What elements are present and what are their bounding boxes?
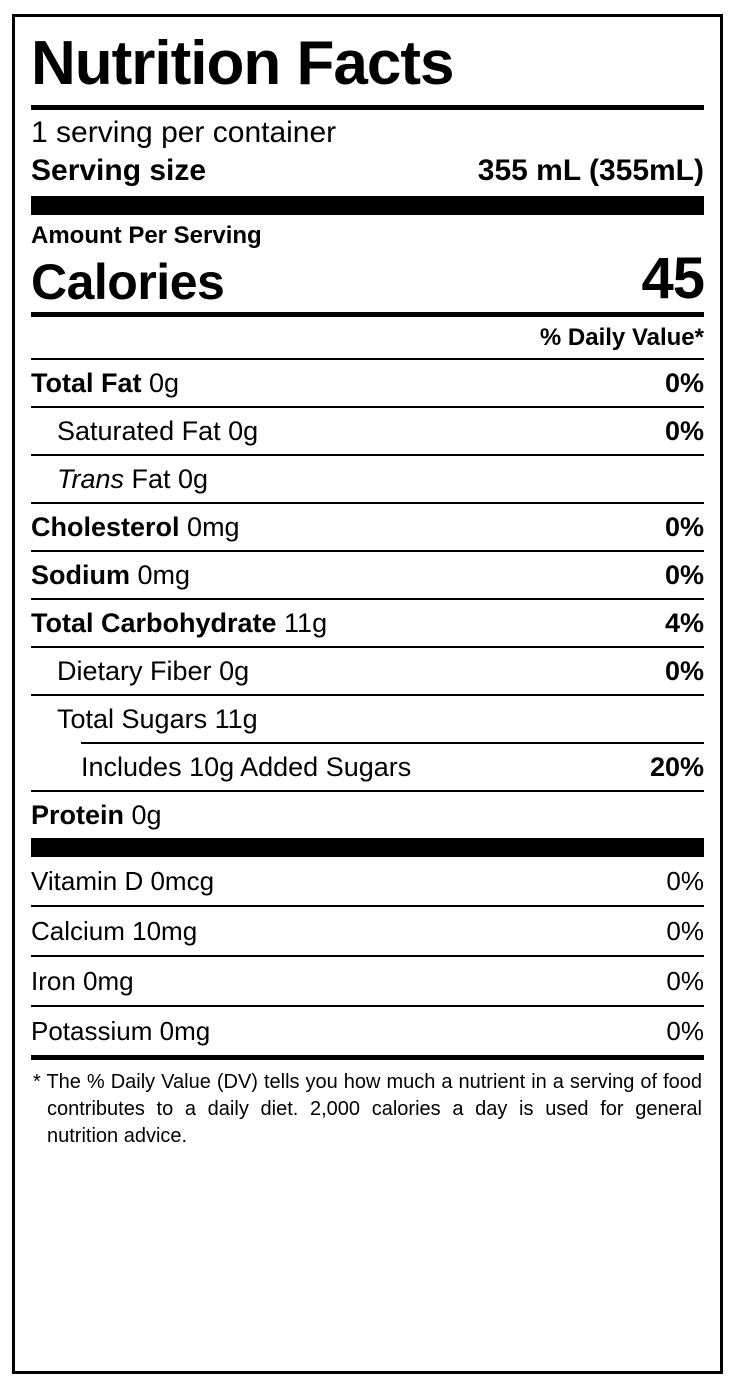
- nutrient-row-dietary-fiber: [31, 646, 704, 694]
- nutrient-pct-saturated-fat: 0%: [664, 416, 704, 446]
- nutrient-name-protein: Protein 0g: [31, 800, 162, 830]
- nutrient-row-added-sugars: [81, 742, 704, 790]
- nutrient-name-dietary-fiber: Dietary Fiber 0g: [57, 656, 250, 686]
- divider-thick-top: [31, 196, 704, 215]
- calories-value: 45: [641, 246, 704, 311]
- calories-row: [31, 246, 704, 312]
- nutrient-name-total-carbohydrate: Total Carbohydrate 11g: [31, 608, 328, 638]
- calories-label: Calories: [31, 253, 225, 310]
- daily-value-header: % Daily Value*: [539, 324, 704, 351]
- vitamin-pct-calcium: 0%: [666, 916, 704, 946]
- vitamin-row-calcium: [31, 905, 704, 955]
- vitamin-row-potassium: [31, 1005, 704, 1055]
- serving-size-label: Serving size: [31, 154, 207, 187]
- nutrient-pct-total-carbohydrate: 4%: [664, 608, 704, 638]
- page-title: Nutrition Facts: [31, 29, 454, 98]
- nutrient-pct-added-sugars: 20%: [649, 752, 704, 782]
- nutrient-name-total-fat: Total Fat 0g: [31, 368, 180, 398]
- vitamin-name-vitamin-d: Vitamin D 0mcg: [31, 866, 215, 896]
- vitamin-name-iron: Iron 0mg: [31, 966, 134, 996]
- serving-size-row: [31, 152, 704, 196]
- nutrient-row-total-sugars: [31, 694, 704, 742]
- vitamin-pct-potassium: 0%: [666, 1016, 704, 1046]
- vitamin-row-iron: [31, 955, 704, 1005]
- vitamin-pct-iron: 0%: [666, 966, 704, 996]
- vitamin-row-vitamin-d: [31, 855, 704, 905]
- nutrient-pct-cholesterol: 0%: [664, 512, 704, 542]
- divider-thick-vitamins: [31, 838, 704, 855]
- nutrient-pct-dietary-fiber: 0%: [664, 656, 704, 686]
- nutrient-name-saturated-fat: Saturated Fat 0g: [57, 416, 259, 446]
- vitamin-name-calcium: Calcium 10mg: [31, 916, 198, 946]
- vitamin-name-potassium: Potassium 0mg: [31, 1016, 211, 1046]
- nutrient-name-sodium: Sodium 0mg: [31, 560, 191, 590]
- servings-per-container: 1 serving per container: [31, 116, 337, 149]
- nutrient-pct-sodium: 0%: [664, 560, 704, 590]
- nutrient-name-trans-fat: Trans Fat 0g: [57, 464, 209, 494]
- nutrient-name-cholesterol: Cholesterol 0mg: [31, 512, 240, 542]
- nutrient-name-total-sugars: Total Sugars 11g: [57, 704, 258, 734]
- nutrient-row-sodium: [31, 550, 704, 598]
- nutrient-row-protein: [31, 790, 704, 838]
- nutrient-row-cholesterol: [31, 502, 704, 550]
- nutrient-row-trans-fat: [31, 454, 704, 502]
- footnote-block: [31, 1060, 704, 1150]
- serving-size-value: 355 mL (355mL): [477, 154, 704, 187]
- amount-per-serving-label: Amount Per Serving: [31, 222, 262, 249]
- footnote-marker: *: [33, 1071, 41, 1093]
- nutrition-facts-panel: [12, 14, 723, 1374]
- nutrient-pct-total-fat: 0%: [664, 368, 704, 398]
- nutrient-row-total-carbohydrate: [31, 598, 704, 646]
- vitamin-pct-vitamin-d: 0%: [666, 866, 704, 896]
- nutrient-name-added-sugars: Includes 10g Added Sugars: [81, 752, 412, 782]
- footnote-text: The % Daily Value (DV) tells you how much a nutrient in a serving of food contributes to a daily diet. 2,000 calories a day is used for general nutrition advice.: [46, 1071, 703, 1147]
- nutrient-row-total-fat: [31, 358, 704, 406]
- nutrient-row-saturated-fat: [31, 406, 704, 454]
